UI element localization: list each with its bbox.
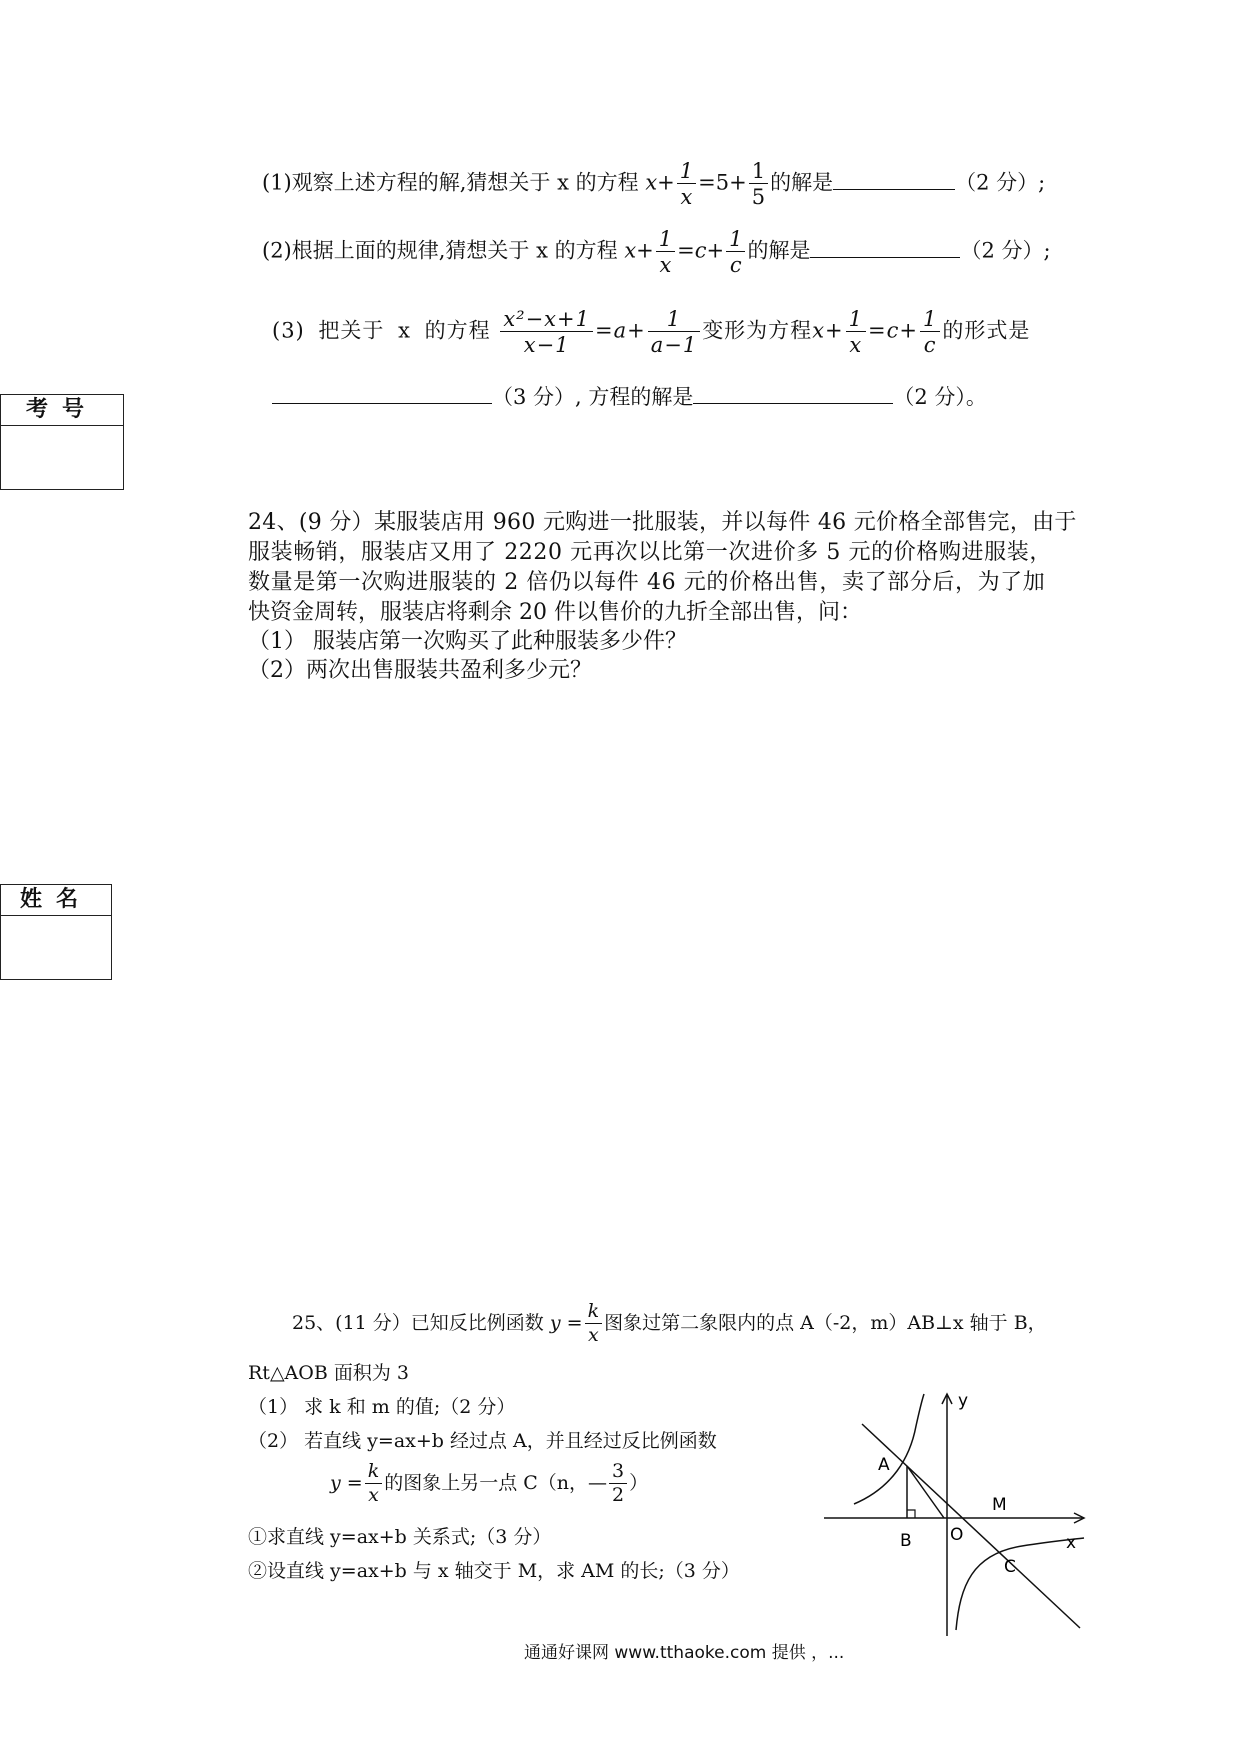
name-label: 姓名 [1,885,111,916]
fraction: $\frac{1}{a-1}$ [648,308,700,356]
coordinate-graph [822,1386,1094,1646]
label-c: C [1004,1557,1016,1577]
right-angle-mark [907,1510,915,1518]
fraction: $\frac{1}{5}$ [749,160,768,208]
q25-line1: 25、(11 分）已知反比例函数 y = $\frac{k}{x}$ 图象过第二象限内的点 A（-2，m）AB⊥x 轴于 B， [292,1300,1047,1346]
question-24 [248,508,1128,687]
answer-blank[interactable] [693,385,893,404]
q25-sub3: ①求直线 y=ax+b 关系式;（3 分） [248,1526,552,1548]
q23-part1: (1)观察上述方程的解,猜想关于 x 的方程 x+ $\frac{1}{x}$ =5+ $\frac{1}{5}$ 的解是 （2 分）; [262,159,1046,210]
fraction: $\frac{3}{2}$ [609,1462,627,1506]
label-b: B [900,1531,912,1551]
label-a: A [878,1455,890,1475]
footer-credit: 通通好课网 www.tthaoke.com 提供 ，... [524,1643,845,1663]
q25-sub4: ②设直线 y=ax+b 与 x 轴交于 M，求 AM 的长;（3 分） [248,1560,740,1582]
answer-blank[interactable] [833,171,955,190]
label-x: x [1066,1533,1077,1553]
q25-line2: Rt△AOB 面积为 3 [248,1362,409,1384]
q25-sub2: （2） 若直线 y=ax+b 经过点 A，并且经过反比例函数 [248,1430,717,1452]
q24-line: 24、(9 分）某服装店用 960 元购进一批服装，并以每件 46 元价格全部售完，由于 [248,510,1077,535]
q24-line: （2）两次出售服装共盈利多少元？ [248,658,592,683]
q24-line: （1） 服装店第一次购买了此种服装多少件？ [248,629,687,654]
fraction: $\frac{1}{c}$ [726,228,745,276]
name-field[interactable] [1,916,111,978]
q23-part2: (2)根据上面的规律,猜想关于 x 的方程 x+ $\frac{1}{x}$ =c+ $\frac{1}{c}$ 的解是 （2 分）; [262,227,1051,278]
exam-number-label: 考号 [1,395,123,426]
fraction: $\frac{1}{x}$ [846,308,866,356]
hyperbola-branch-lower [956,1538,1084,1630]
exam-number-field[interactable] [1,426,123,488]
q23-part3: (3) 把关于 x 的方程 $\frac{\text{x²−x+1}}{x-1}$ =a+ $\frac{1}{a-1}$ 变形为方程x+ $\frac{1}{x}$ =c+ $\frac{1}{c}$ 的形式是 [272,307,1031,358]
label-m: M [992,1495,1007,1515]
fraction: $\frac{\text{x²−x+1}}{x-1}$ [500,308,593,356]
label-o: O [950,1525,964,1545]
fraction: $\frac{1}{x}$ [656,228,675,276]
label-y: y [958,1391,969,1411]
answer-blank[interactable] [272,385,492,404]
exam-number-box [0,394,124,490]
q23-part3-continued: （3 分）, 方程的解是 （2 分）。 [272,385,987,408]
q24-line: 数量是第一次购进服装的 2 倍仍以每件 46 元的价格出售，卖了部分后，为了加 [248,570,1046,595]
fraction: $\frac{1}{c}$ [920,308,940,356]
line-ac [862,1424,1080,1628]
fraction: $\frac{k}{x}$ [585,1302,603,1346]
q25-sub1: （1） 求 k 和 m 的值;（2 分） [248,1396,516,1418]
name-box [0,884,112,980]
answer-blank[interactable] [810,239,960,258]
fraction: $\frac{1}{x}$ [677,160,696,208]
q24-line: 服装畅销，服装店又用了 2220 元再次以比第一次进价多 5 元的价格购进服装， [248,540,1052,565]
q25-sub2-continued: y = $\frac{k}{x}$ 的图象上另一点 C（n，— $\frac{3}{2}$ ） [330,1460,649,1506]
q24-line: 快资金周转，服装店将剩余 20 件以售价的九折全部出售，问： [248,600,862,625]
fraction: $\frac{k}{x}$ [365,1462,383,1506]
